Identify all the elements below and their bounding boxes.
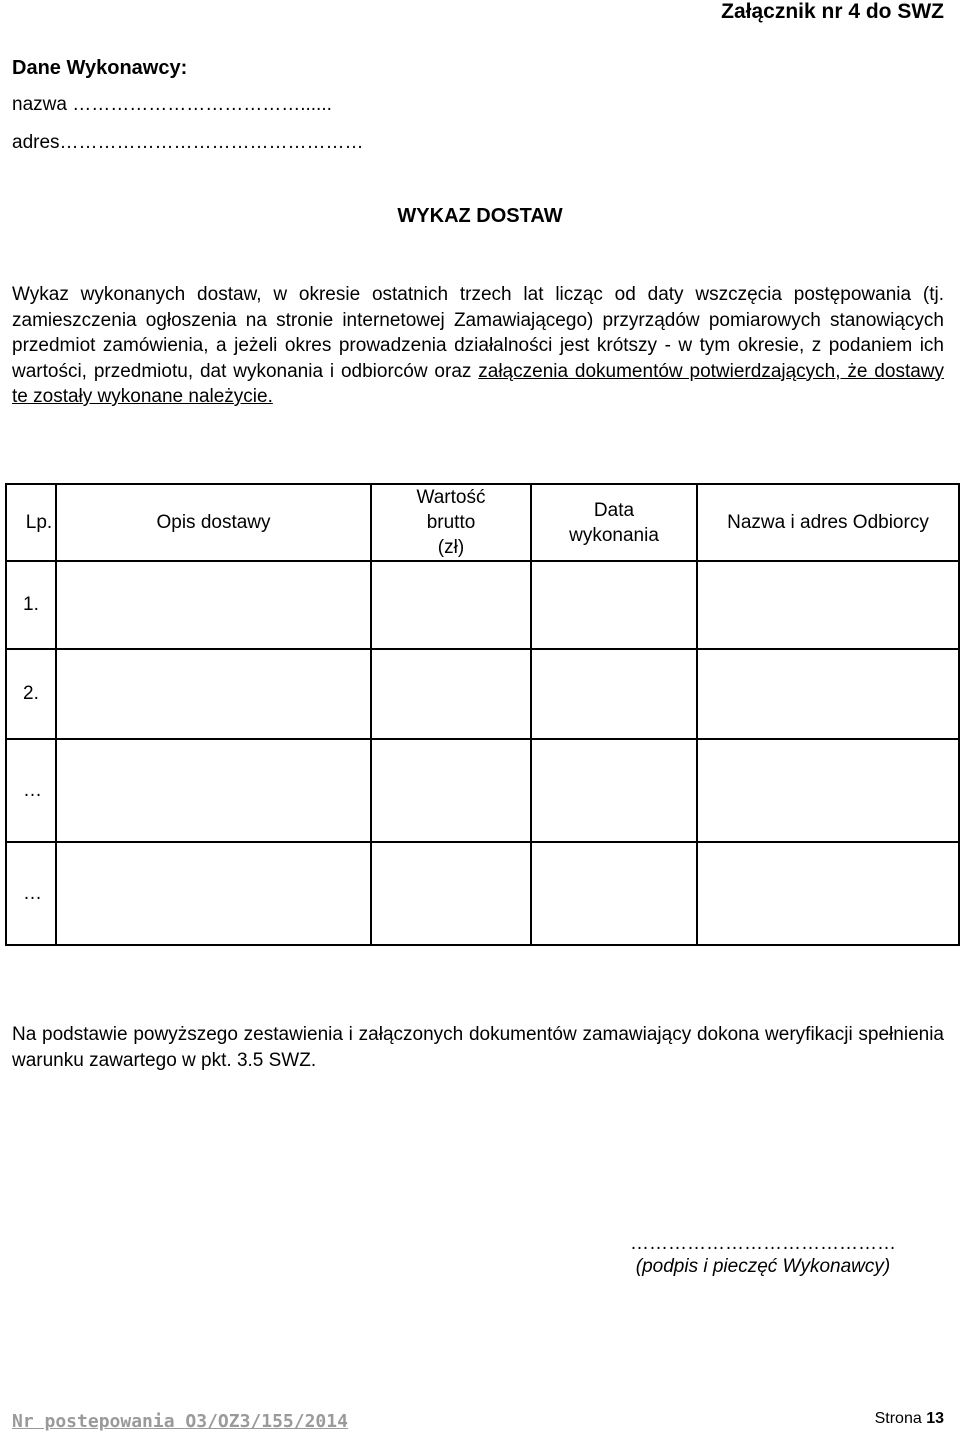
header-recipient: Nazwa i adres Odbiorcy — [697, 484, 959, 561]
row-value-cell — [371, 561, 531, 649]
row-lp: … — [6, 739, 56, 842]
contractor-name-line: nazwa ………………………………...... — [12, 94, 332, 115]
header-date-line1: Data — [593, 499, 635, 521]
document-title: WYKAZ DOSTAW — [397, 205, 563, 227]
row-recipient-cell — [697, 739, 959, 842]
header-value-line2: brutto — [426, 512, 476, 533]
row-lp: 2. — [6, 649, 56, 739]
table-row — [6, 561, 959, 649]
intro-text: Wykaz wykonanych dostaw, w okresie ostatnich trzech lat licząc od daty wszczęcia postępowania (tj. zamieszczenia ogłoszenia na stronie internetowej Zamawiającego) przyrządów pomiarowych stanowiących przedmiot zamówienia, a jeżeli okres prowadzenia działalności jest krótszy - w tym okresie, z podaniem ich wartości, przedmiotu, dat wykonania i odbiorców oraz — [12, 284, 944, 382]
row-date-cell — [531, 561, 697, 649]
row-lp: … — [6, 842, 56, 945]
table-header-row — [6, 484, 959, 561]
header-value-line1: Wartość — [416, 487, 486, 508]
header-value-line3: (zł) — [437, 537, 465, 558]
row-recipient-cell — [697, 842, 959, 945]
footer-page-value: 13 — [926, 1410, 944, 1427]
row-description-cell — [56, 739, 371, 842]
row-recipient-cell — [697, 561, 959, 649]
intro-paragraph — [12, 282, 944, 410]
row-description-cell — [56, 842, 371, 945]
annex-label: Załącznik nr 4 do SWZ — [721, 0, 944, 23]
row-recipient-cell — [697, 649, 959, 739]
table-row — [6, 739, 959, 842]
header-value — [371, 484, 531, 561]
row-date-cell — [531, 739, 697, 842]
row-value-cell — [371, 739, 531, 842]
header-date — [531, 484, 697, 561]
closing-paragraph: Na podstawie powyższego zestawienia i załączonych dokumentów zamawiający dokona weryfikacji spełnienia warunku zawartego w pkt. 3.5 SWZ. — [12, 1024, 944, 1071]
header-lp: Lp. — [6, 484, 56, 561]
row-lp: 1. — [6, 561, 56, 649]
intro-underlined-text: załączenia dokumentów potwierdzających, że dostawy te zostały wykonane należycie. — [12, 360, 945, 407]
row-value-cell — [371, 842, 531, 945]
footer-reference: Nr postepowania O3/OZ3/155/2014 — [12, 1411, 348, 1432]
row-date-cell — [531, 842, 697, 945]
row-description-cell — [56, 561, 371, 649]
row-value-cell — [371, 649, 531, 739]
signature-caption: (podpis i pieczęć Wykonawcy) — [635, 1256, 891, 1277]
table-row — [6, 842, 959, 945]
table-row — [6, 649, 959, 739]
row-date-cell — [531, 649, 697, 739]
footer-page-label: Strona — [874, 1410, 922, 1427]
row-description-cell — [56, 649, 371, 739]
contractor-data-title: Dane Wykonawcy: — [12, 57, 188, 79]
header-description: Opis dostawy — [56, 484, 371, 561]
deliveries-table — [5, 483, 960, 946]
signature-dots: …………………………………… — [630, 1233, 896, 1254]
footer-page-number — [875, 1410, 944, 1428]
header-date-line2: wykonania — [569, 524, 659, 546]
contractor-address-line: adres………………………………………… — [12, 132, 364, 153]
